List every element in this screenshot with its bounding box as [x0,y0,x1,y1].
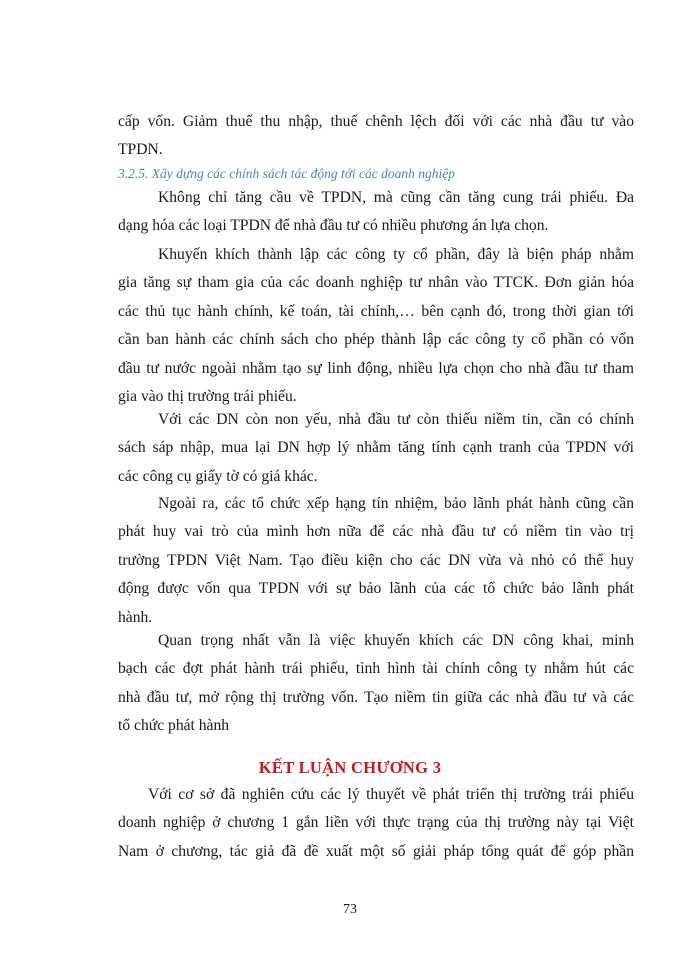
text-line: cần ban hành các chính sách cho phép thành lập các công ty cổ phần có vốn [118,331,634,349]
text-line: gia vào thị trường trái phiếu. [118,388,297,406]
continuation-paragraph [118,108,634,165]
text-line: cấp vốn. Giảm thuế thu nhập, thuế chênh lệch đối với các nhà đầu tư vào [118,113,634,130]
body-paragraph [118,241,634,411]
section-heading: 3.2.5. Xây dựng các chính sách tác động tới các doanh nghiệp [118,166,455,181]
text-line: Quan trọng nhất vẫn là việc khuyến khích các DN công khai, minh [158,632,634,649]
conclusion-paragraph [118,781,634,866]
text-line: TPDN. [118,141,163,159]
text-line: Với các DN còn non yếu, nhà đầu tư còn thiếu niềm tin, cần có chính [158,411,634,428]
text-line: nhà đầu tư, mở rộng thị trường vốn. Tạo niềm tin giữa các nhà đầu tư và các [118,688,634,706]
text-line: trường TPDN Việt Nam. Tạo điều kiện cho các DN vừa và nhỏ có thể huy [118,551,634,569]
text-line: động được vốn qua TPDN với sự bảo lãnh của các tổ chức bảo lãnh phát [118,580,634,598]
text-line: sách sáp nhập, mua lại DN hợp lý nhằm tăng tính cạnh tranh của TPDN với [118,439,634,457]
text-line: gia tăng sự tham gia của các doanh nghiệp tư nhân vào TTCK. Đơn giản hóa [118,274,634,292]
text-line: Ngoài ra, các tổ chức xếp hạng tín nhiệm, bảo lãnh phát hành cũng cần [158,495,634,512]
text-line: các công cụ giấy tờ có giá khác. [118,467,318,485]
text-line: Với cơ sở đã nghiên cứu các lý thuyết về phát triển thị trường trái phiếu [148,786,634,803]
text-line: Khuyến khích thành lập các công ty cổ phần, đây là biện pháp nhằm [158,246,634,263]
text-line: các thủ tục hành chính, kế toán, tài chính,… bên cạnh đó, trong thời gian tới [118,302,634,320]
body-paragraph [118,184,634,241]
body-paragraph [118,627,634,741]
text-line: dạng hóa các loại TPDN để nhà đầu tư có nhiều phương án lựa chọn. [118,217,549,235]
chapter-conclusion-heading: KẾT LUẬN CHƯƠNG 3 [258,758,442,777]
text-line: đầu tư nước ngoài nhằm tạo sự linh động, nhiều lựa chọn cho nhà đầu tư tham [118,359,634,377]
text-line: Nam ở chương, tác giả đã đề xuất một số giải pháp tổng quát để góp phần [118,842,634,860]
text-line: doanh nghiệp ở chương 1 gắn liền với thực trạng của thị trường này tại Việt [118,814,634,832]
text-line: phát huy vai trò của mình hơn nữa để các nhà đầu tư có niềm tin vào trị [118,523,634,541]
text-line: tổ chức phát hành [118,717,230,735]
text-line: Không chỉ tăng cầu về TPDN, mà cũng cần tăng cung trái phiếu. Đa [158,189,634,206]
text-line: hành. [118,608,153,626]
page-number: 73 [343,902,357,917]
body-paragraph [118,490,634,632]
text-line: bạch các đợt phát hành trái phiếu, tình hình tài chính công ty nhằm hút các [118,660,634,678]
body-paragraph [118,406,634,491]
